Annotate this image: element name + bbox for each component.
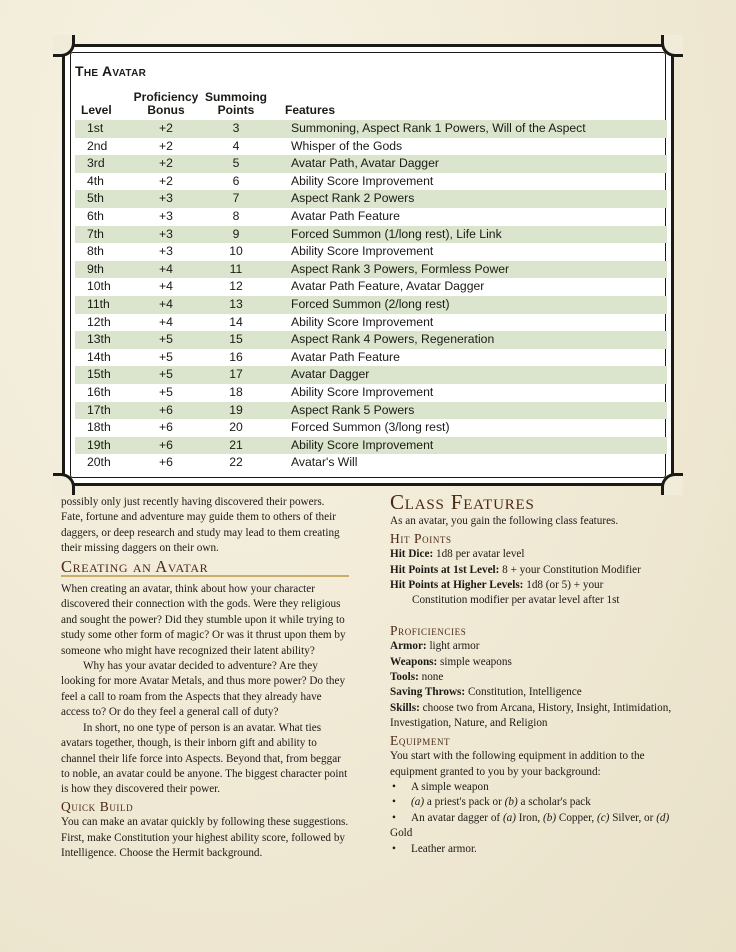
hit-dice-value: 1d8 per avatar level [435,548,525,561]
level-cell: 6th [87,208,104,223]
features-cell: Forced Summon (2/long rest) [281,296,667,314]
header-proficiency: Proficiency Bonus [133,90,199,117]
level-cell: 17th [75,402,127,420]
table-title: The Avatar [75,63,147,79]
level-cell: 5th [75,190,127,208]
proficiency-cell: +6 [127,437,205,455]
summoning-points-cell: 13 [205,296,281,314]
proficiency-cell: +2 [159,173,173,188]
summoning-points-cell: 21 [205,437,281,455]
hp-higher-line-2: Constitution modifier per avatar level after 1st [412,594,620,607]
summoning-points-cell: 3 [205,120,281,138]
proficiency-cell: +6 [159,455,173,470]
class-features-heading: Class Features [390,490,535,514]
level-cell: 20th [87,455,111,470]
left-column [61,495,349,861]
proficiency-cell: +4 [127,261,205,279]
header-features: Features [285,103,336,117]
table-row [75,314,667,332]
table-row [75,331,667,349]
hp-higher-line [390,578,680,593]
level-cell: 4th [87,173,104,188]
summoning-points-cell: 20 [229,420,243,435]
table-row [75,208,667,226]
table-row [75,190,667,208]
proficiency-cell: +2 [127,120,205,138]
features-cell: Ability Score Improvement [291,173,434,188]
equipment-intro: You start with the following equipment in addition to the equipment granted to you by your background: [390,750,645,778]
header-summoning-points: Summoing Points [205,90,267,117]
table-row [75,261,667,279]
level-cell: 19th [75,437,127,455]
weapons-value: simple weapons [440,655,512,668]
features-cell: Avatar's Will [291,455,358,470]
features-cell: Forced Summon (3/long rest) [291,420,450,435]
table-body [75,120,667,472]
proficiency-cell: +2 [159,138,173,153]
class-table-frame [62,44,674,486]
bullet-icon: • [392,780,396,793]
table-row [75,349,667,367]
table-header-row [75,91,667,120]
armor-line [390,639,680,654]
level-cell: 10th [87,279,111,294]
summoning-points-cell: 18 [229,384,243,399]
table-row [75,173,667,191]
level-cell: 18th [87,420,111,435]
hp-higher-value: 1d8 (or 5) + your [526,579,604,592]
summoning-points-cell: 16 [229,349,243,364]
features-cell: Aspect Rank 4 Powers, Regeneration [281,331,667,349]
hp-first-value: 8 + your Constitution Modifier [502,563,641,576]
level-cell: 11th [75,296,127,314]
summoning-points-cell: 14 [229,314,243,329]
level-cell: 1st [75,120,127,138]
features-cell: Aspect Rank 2 Powers [281,190,667,208]
proficiency-cell: +3 [159,244,173,259]
creating-paragraph-3: In short, no one type of person is an avatar. What ties avatars together, though, is their inborn gift and ability to channel their life force into Aspects. Beyond that, from beggar to noble, an avatar could be anyone. The biggest character point is how they discovered their power. [61,721,348,796]
creating-avatar-heading: Creating an Avatar [61,559,349,577]
proficiency-cell: +4 [159,314,173,329]
hit-points-heading: Hit Points [390,530,452,546]
armor-value: light armor [429,640,480,653]
summoning-points-cell: 7 [205,190,281,208]
summoning-points-cell: 5 [205,155,281,173]
skills-value: choose two from Arcana, History, Insight, Intimidation, Investigation, Nature, and Religion [390,701,672,730]
hp-higher-label: Hit Points at Higher Levels: [390,579,524,592]
proficiency-cell: +3 [159,208,173,223]
summoning-points-cell: 22 [229,455,243,470]
table-row [75,296,667,314]
proficiency-cell: +5 [159,384,173,399]
level-cell: 2nd [87,138,108,153]
level-cell: 13th [75,331,127,349]
list-item: • Leather armor. [390,842,680,857]
list-item: • An avatar dagger of (a) Iron, (b) Copper, (c) Silver, or (d) Gold [390,811,670,840]
table-row [75,366,667,384]
table-row [75,437,667,455]
intro-paragraph: possibly only just recently having discovered their powers. Fate, fortune and adventure may guide them to others of their daggers, or deep research and study may lead to them creating their missing daggers on their own. [61,496,340,555]
summoning-points-cell: 6 [232,173,240,188]
summoning-points-cell: 9 [205,226,281,244]
proficiencies-heading: Proficiencies [390,622,467,638]
saves-value: Constitution, Intelligence [467,686,582,699]
table-row [75,155,667,173]
level-cell: 12th [87,314,111,329]
proficiency-cell: +3 [127,190,205,208]
features-cell: Avatar Path, Avatar Dagger [281,155,667,173]
features-cell: Aspect Rank 3 Powers, Formless Power [281,261,667,279]
proficiency-cell: +4 [159,279,173,294]
proficiency-cell: +4 [127,296,205,314]
summoning-points-cell: 10 [229,244,243,259]
features-cell: Avatar Path Feature [291,349,400,364]
hp-first-line [390,563,680,578]
summoning-points-cell: 15 [205,331,281,349]
bullet-icon: • [392,842,396,855]
right-column [390,490,680,857]
creating-paragraph-1: When creating an avatar, think about how your character discovered their connection with the gods. Were they religious and sought the power? Did they stumble upon it while trying to study some other form of magic? Or was it thrust upon them by someone who might have recognized their latent ability? [61,583,346,657]
table-row [75,402,667,420]
table-row [75,419,667,437]
list-item: • (a) a priest's pack or (b) a scholar's pack [390,795,680,810]
table-row [75,226,667,244]
table-row [75,278,667,296]
hp-first-label: Hit Points at 1st Level: [390,563,500,576]
table-row [75,384,667,402]
proficiency-cell: +5 [127,331,205,349]
features-cell: Ability Score Improvement [291,384,434,399]
level-cell: 3rd [75,155,127,173]
features-cell: Whisper of the Gods [291,138,403,153]
class-features-intro: As an avatar, you gain the following class features. [390,515,619,528]
proficiency-cell: +3 [127,226,205,244]
proficiency-cell: +6 [127,402,205,420]
frame-corner-ornament [661,473,683,495]
proficiency-cell: +5 [127,366,205,384]
equipment-list [390,780,680,857]
table-row [75,454,667,472]
avatar-level-table [75,91,667,472]
header-level: Level [81,103,112,117]
features-cell: Ability Score Improvement [291,314,434,329]
tools-label: Tools: [390,671,419,684]
bullet-icon: • [392,811,396,824]
tools-line [390,670,680,685]
summoning-points-cell: 11 [205,261,281,279]
summoning-points-cell: 4 [232,138,240,153]
hit-dice-line [390,547,680,562]
quick-build-paragraph: You can make an avatar quickly by following these suggestions. First, make Constitution your highest ability score, followed by Intelligence. Choose the Hermit background. [61,816,349,859]
features-cell: Avatar Path Feature [291,208,400,223]
features-cell: Summoning, Aspect Rank 1 Powers, Will of the Aspect [281,120,667,138]
level-cell: 14th [87,349,111,364]
level-cell: 8th [87,244,104,259]
table-row [75,243,667,261]
level-cell: 16th [87,384,111,399]
skills-label: Skills: [390,701,420,714]
proficiency-cell: +5 [159,349,173,364]
summoning-points-cell: 12 [229,279,243,294]
proficiency-cell: +6 [159,420,173,435]
weapons-label: Weapons: [390,655,438,668]
armor-label: Armor: [390,640,427,653]
features-cell: Ability Score Improvement [281,437,667,455]
creating-paragraph-2: Why has your avatar decided to adventure? Are they looking for more Avatar Metals, and thus more power? Do they feel a call to roam from the Aspects that they already have access to? Or do they feel a general call of duty? [61,660,346,719]
level-cell: 15th [75,366,127,384]
summoning-points-cell: 17 [205,366,281,384]
list-item: • A simple weapon [390,780,680,795]
features-cell: Ability Score Improvement [291,244,434,259]
level-cell: 9th [75,261,127,279]
weapons-line [390,655,680,670]
tools-value: none [421,671,444,684]
features-cell: Avatar Dagger [281,366,667,384]
features-cell: Aspect Rank 5 Powers [281,402,667,420]
level-cell: 7th [75,226,127,244]
table-row [75,138,667,156]
saves-label: Saving Throws: [390,686,466,699]
equipment-heading: Equipment [390,732,451,748]
saves-line [390,685,680,700]
summoning-points-cell: 19 [205,402,281,420]
quick-build-heading: Quick Build [61,798,134,814]
skills-line [390,701,680,732]
features-cell: Forced Summon (1/long rest), Life Link [281,226,667,244]
features-cell: Avatar Path Feature, Avatar Dagger [291,279,485,294]
proficiency-cell: +2 [127,155,205,173]
table-row [75,120,667,138]
bullet-icon: • [392,796,396,809]
summoning-points-cell: 8 [232,208,240,223]
hit-dice-label: Hit Dice: [390,548,434,561]
